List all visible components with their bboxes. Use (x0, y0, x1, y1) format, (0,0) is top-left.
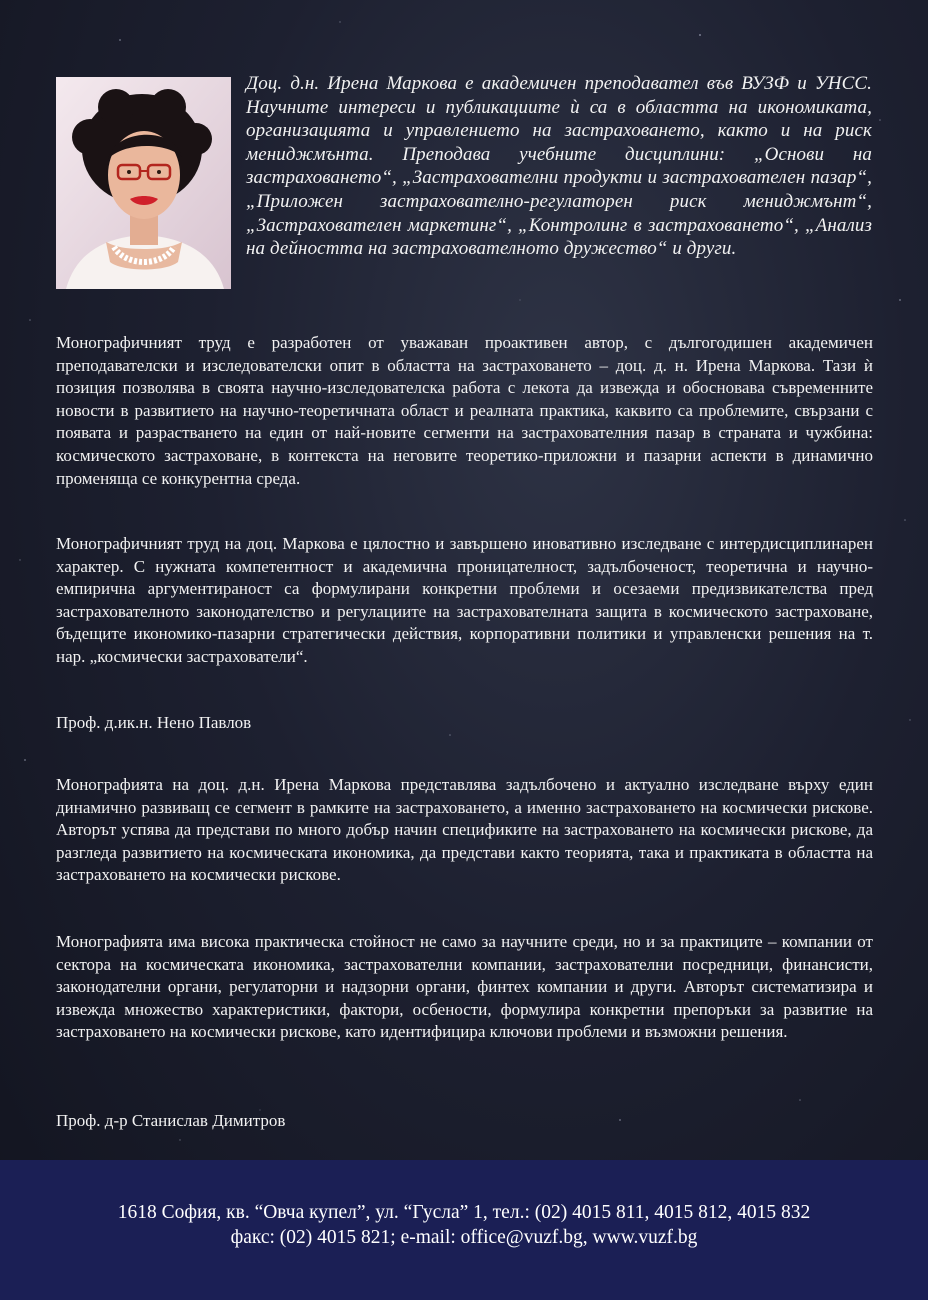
review2-paragraph-1: Монографията на доц. д.н. Ирена Маркова представлява задълбочено и актуално изследване върху един динамично развиващ се сегмент в рамките на застраховането, а именно застраховането на космически рискове. Авторът успява да представи по много добър начин спецификите на застраховането на космически рискове, да разгледа развитието на космическата икономика, да представи както теорията, така и практиката в областта на застраховането на космически рискове. (56, 775, 873, 885)
review1-signature: Проф. д.ик.н. Нено Павлов (56, 713, 252, 732)
review2-paragraph-2: Монографията има висока практическа стойност не само за научните среди, но и за практиците – компании от сектора на космическата икономика, застрахователни компании, застрахователни посредници, финансисти, законодателни органи, регулаторни и надзорни органи, финтех компании и други. Авторът систематизира и извежда множество характеристики, фактори, осбености, формулира конкретни препоръки за развитие на застраховането на космически рискове, като идентифицира ключови проблеми и възможни решения. (56, 932, 873, 1042)
footer-contacts: факс: (02) 4015 821; e-mail: office@vuzf.bg, www.vuzf.bg (230, 1227, 698, 1248)
author-photo (56, 77, 231, 289)
footer-address: 1618 София, кв. “Овча купел”, ул. “Гусла” 1, тел.: (02) 4015 811, 4015 812, 4015 832 (117, 1202, 811, 1223)
review2-signature: Проф. д-р Станислав Димитров (56, 1111, 286, 1130)
author-bio: Доц. д.н. Ирена Маркова е академичен преподавател във ВУЗФ и УНСС. Научните интереси и публикациите ѝ са в областта на икономиката, организацията и управлението на застраховането, както и на риск мениджмънта. Преподава учебните дисциплини: „Основи на застраховането“, „Застрахователни продукти и застрахователен пазар“, „Приложен застрахователно-регулаторен риск мениджмънт“, „Застрахователен маркетинг“, „Контролинг в застраховането“, „Анализ на дейността на застрахователното дружество“ и други. (246, 73, 872, 260)
review1-paragraph-1: Монографичният труд е разработен от уважаван проактивен автор, с дългогодишен академичен преподавателски и изследователски опит в областта на застраховането – доц. д. н. Ирена Маркова. Тази ѝ позиция позволява в своята научно-изследователска работа с лекота да извежда и обосновава съвременните новости в развитието на научно-теоретичната област и реалната практика, каквито са проблемите, свързани с появата и разрастването на един от най-новите сегменти на застрахователния пазар в страната и чужбина: космическото застраховане, в контекста на неговите теоретико-приложни и пазарни аспекти в динамично променяща се конкурентна среда. (56, 333, 873, 488)
review1-paragraph-2: Монографичният труд на доц. Маркова е цялостно и завършено иновативно изследване с интердисциплинарен характер. С нужната компетентност и академична проницателност, задълбоченост, теоретична и научно-емпирична аргументираност са формулирани конкретни проблеми и осезаеми предизвикателства пред застрахователното законодателство и регулациите на застрахователната защита в космическото застраховане, бъдещите икономико-пазарни стратегически действия, корпоративни политики и управленски решения на т. нар. „космически застрахователи“. (56, 534, 873, 666)
footer-bar (0, 1160, 928, 1300)
